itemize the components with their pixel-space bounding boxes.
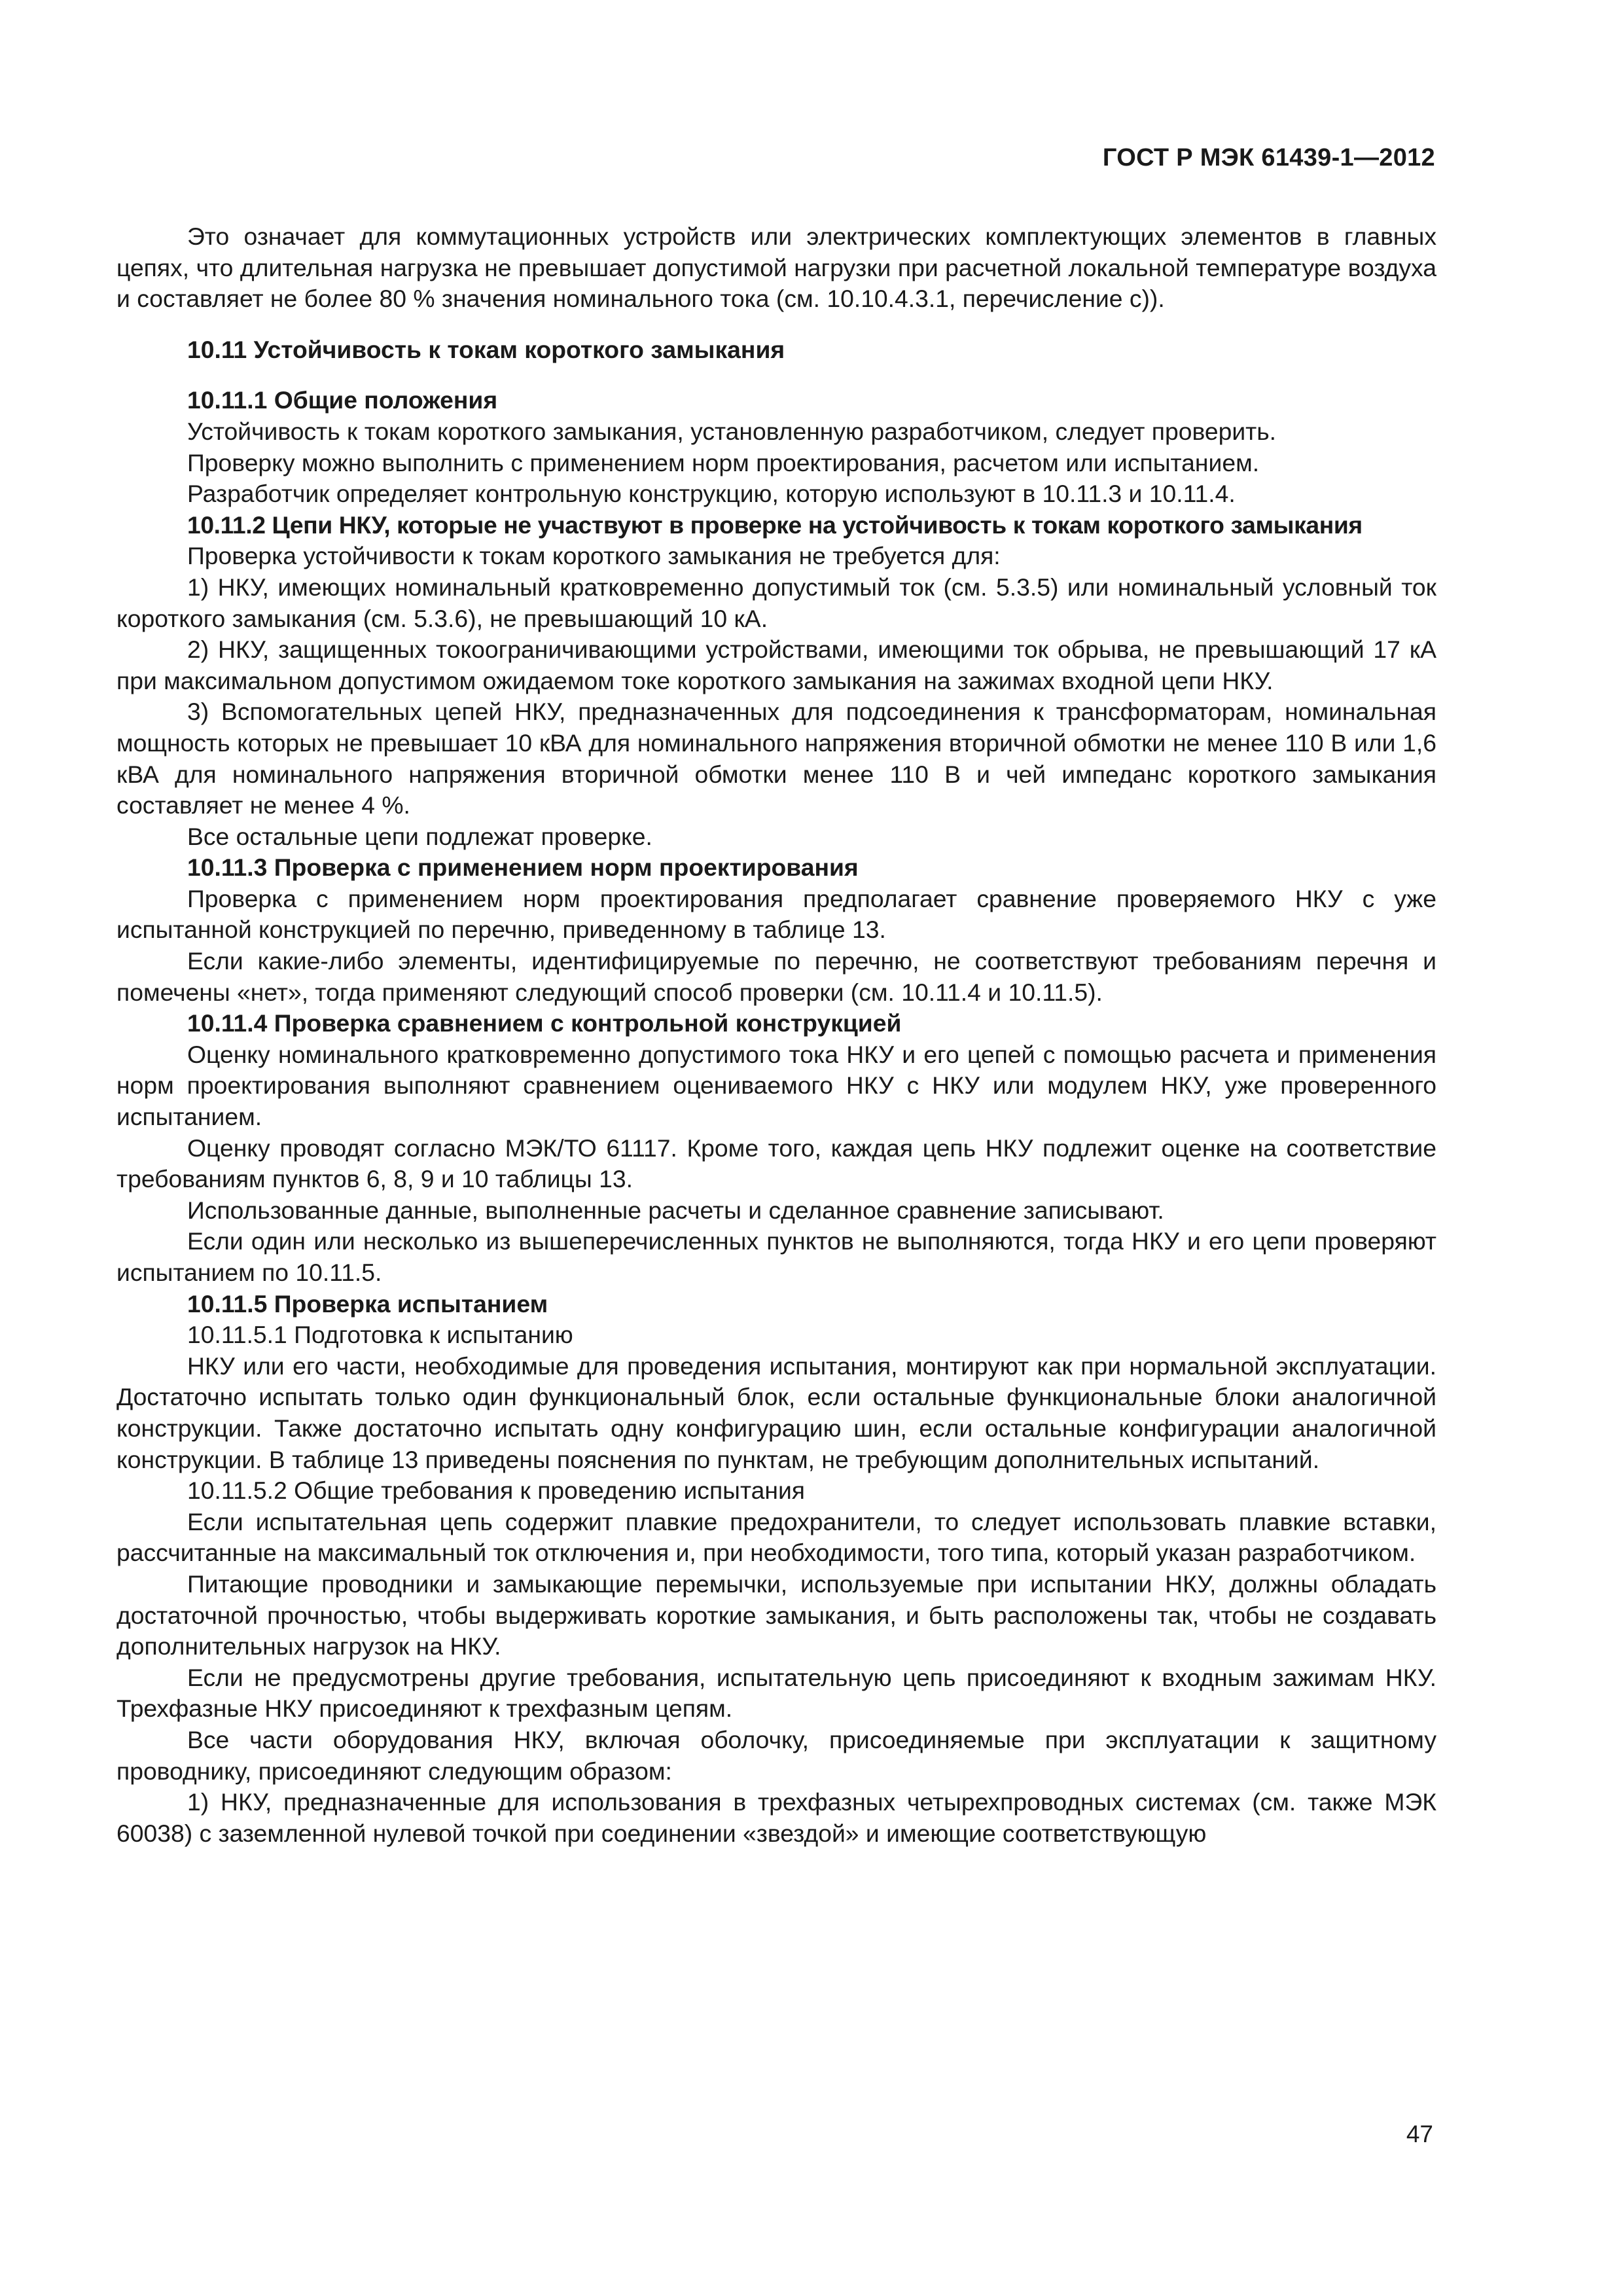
paragraph-10-11-3-1: Проверка с применением норм проектирования предполагает сравнение проверяемого НКУ с уже испытанной конструкцией по перечню, приведенному в таблице 13. [116, 884, 1436, 944]
section-10-11-1-heading: 10.11.1 Общие положения [187, 386, 498, 414]
paragraph-10-11-5-1: НКУ или его части, необходимые для проведения испытания, монтируют как при нормальной эксплуатации. Достаточно испытать только один функциональный блок, если остальные функциональные блоки аналогичной конструкции. Также достаточно испытать одну конфигурацию шин, если остальные конфигурации аналогичной конструкции. В таблице 13 приведены пояснения по пунктам, не требующим дополнительных испытаний. [116, 1352, 1436, 1473]
paragraph-10-11-1-line-1: Устойчивость к токам короткого замыкания, установленную разработчиком, следует проверить. [187, 417, 1277, 445]
subsection-10-11-5-2-heading: 10.11.5.2 Общие требования к проведению испытания [187, 1477, 805, 1505]
list-item-10-11-5-2-1: 1) НКУ, предназначенные для использования в трехфазных четырехпроводных системах (см. также МЭК 60038) с заземленной нулевой точкой при соединении «звездой» и имеющие соответствующую [116, 1788, 1436, 1847]
paragraph-10-11-4-4: Если один или несколько из вышеперечисленных пунктов не выполняются, тогда НКУ и его цепи проверяют испытанием по 10.11.5. [116, 1227, 1436, 1286]
list-item-10-11-2-2: 2) НКУ, защищенных токоограничивающими устройствами, имеющими ток обрыва, не превышающий 17 кА при максимальном допустимом ожидаемом токе короткого замыкания на зажимах входной цепи НКУ. [116, 636, 1436, 694]
section-10-11-5-heading: 10.11.5 Проверка испытанием [187, 1289, 548, 1318]
paragraph-10-11-5-2-2: Питающие проводники и замыкающие перемычки, используемые при испытании НКУ, должны обладать достаточной прочностью, чтобы выдерживать короткие замыкания, и быть расположены так, чтобы не создавать дополнительных нагрузок на НКУ. [116, 1570, 1436, 1660]
paragraph-10-11-4-2: Оценку проводят согласно МЭК/ТО 61117. Кроме того, каждая цепь НКУ подлежит оценке на соответствие требованиям пунктов 6, 8, 9 и 10 таблицы 13. [116, 1134, 1436, 1193]
paragraph-10-11-1-line-3: Разработчик определяет контрольную конструкцию, которую используют в 10.11.3 и 10.11.4. [187, 480, 1236, 508]
paragraph-10-11-4-1: Оценку номинального кратковременно допустимого тока НКУ и его цепей с помощью расчета и применения норм проектирования выполняют сравнением оцениваемого НКУ с НКУ или модулем НКУ, уже проверенного испытанием. [116, 1040, 1436, 1131]
page-number: 47 [1406, 2121, 1433, 2147]
paragraph-10-11-2-lead: Проверка устойчивости к токам короткого замыкания не требуется для: [187, 542, 1001, 570]
paragraph-10-11-1-line-2: Проверку можно выполнить с применением норм проектирования, расчетом или испытанием. [187, 448, 1260, 476]
paragraph-10-11-5-2-3: Если не предусмотрены другие требования, испытательную цепь присоединяют к входным зажимам НКУ. Трехфазные НКУ присоединяют к трехфазным цепям. [116, 1663, 1436, 1723]
section-10-11-heading: 10.11 Устойчивость к токам короткого замыкания [187, 335, 785, 363]
paragraph-10-11-2-rest: Все остальные цепи подлежат проверке. [187, 822, 652, 850]
list-item-10-11-2-1: 1) НКУ, имеющих номинальный кратковременно допустимый ток (см. 5.3.5) или номинальный условный ток короткого замыкания (см. 5.3.6), не превышающий 10 кА. [116, 573, 1436, 632]
intro-paragraph: Это означает для коммутационных устройств или электрических комплектующих элементов в главных цепях, что длительная нагрузка не превышает допустимой нагрузки при расчетной локальной температуре воздуха и составляет не более 80 % значения номинального тока (см. 10.10.4.3.1, перечисление с)). [116, 223, 1436, 313]
subsection-10-11-5-1-heading: 10.11.5.1 Подготовка к испытанию [187, 1321, 573, 1349]
paragraph-10-11-4-3: Использованные данные, выполненные расчеты и сделанное сравнение записывают. [187, 1196, 1164, 1224]
section-10-11-2-heading: 10.11.2 Цепи НКУ, которые не участвуют в проверке на устойчивость к токам короткого замыкания [187, 511, 1363, 539]
page-content [116, 221, 1436, 1849]
paragraph-10-11-5-2-4: Все части оборудования НКУ, включая оболочку, присоединяемые при эксплуатации к защитному проводнику, присоединяют следующим образом: [116, 1725, 1436, 1785]
section-10-11-3-heading: 10.11.3 Проверка с применением норм проектирования [187, 853, 859, 882]
list-item-10-11-2-3: 3) Вспомогательных цепей НКУ, предназначенных для подсоединения к трансформаторам, номинальная мощность которых не превышает 10 кВА для номинального напряжения вторичной обмотки не менее 110 В или 1,6 кВА для номинального напряжения вторичной обмотки менее 110 В и чей импеданс короткого замыкания составляет не менее 4 %. [116, 698, 1436, 819]
paragraph-10-11-3-2: Если какие-либо элементы, идентифицируемые по перечню, не соответствуют требованиям перечня и помечены «нет», тогда применяют следующий способ проверки (см. 10.11.4 и 10.11.5). [116, 947, 1436, 1006]
document-header: ГОСТ Р МЭК 61439-1—2012 [1102, 144, 1435, 171]
paragraph-10-11-5-2-1: Если испытательная цепь содержит плавкие предохранители, то следует использовать плавкие вставки, рассчитанные на максимальный ток отключения и, при необходимости, того типа, который указан разработчиком. [116, 1507, 1436, 1567]
section-10-11-4-heading: 10.11.4 Проверка сравнением с контрольной конструкцией [187, 1009, 902, 1037]
